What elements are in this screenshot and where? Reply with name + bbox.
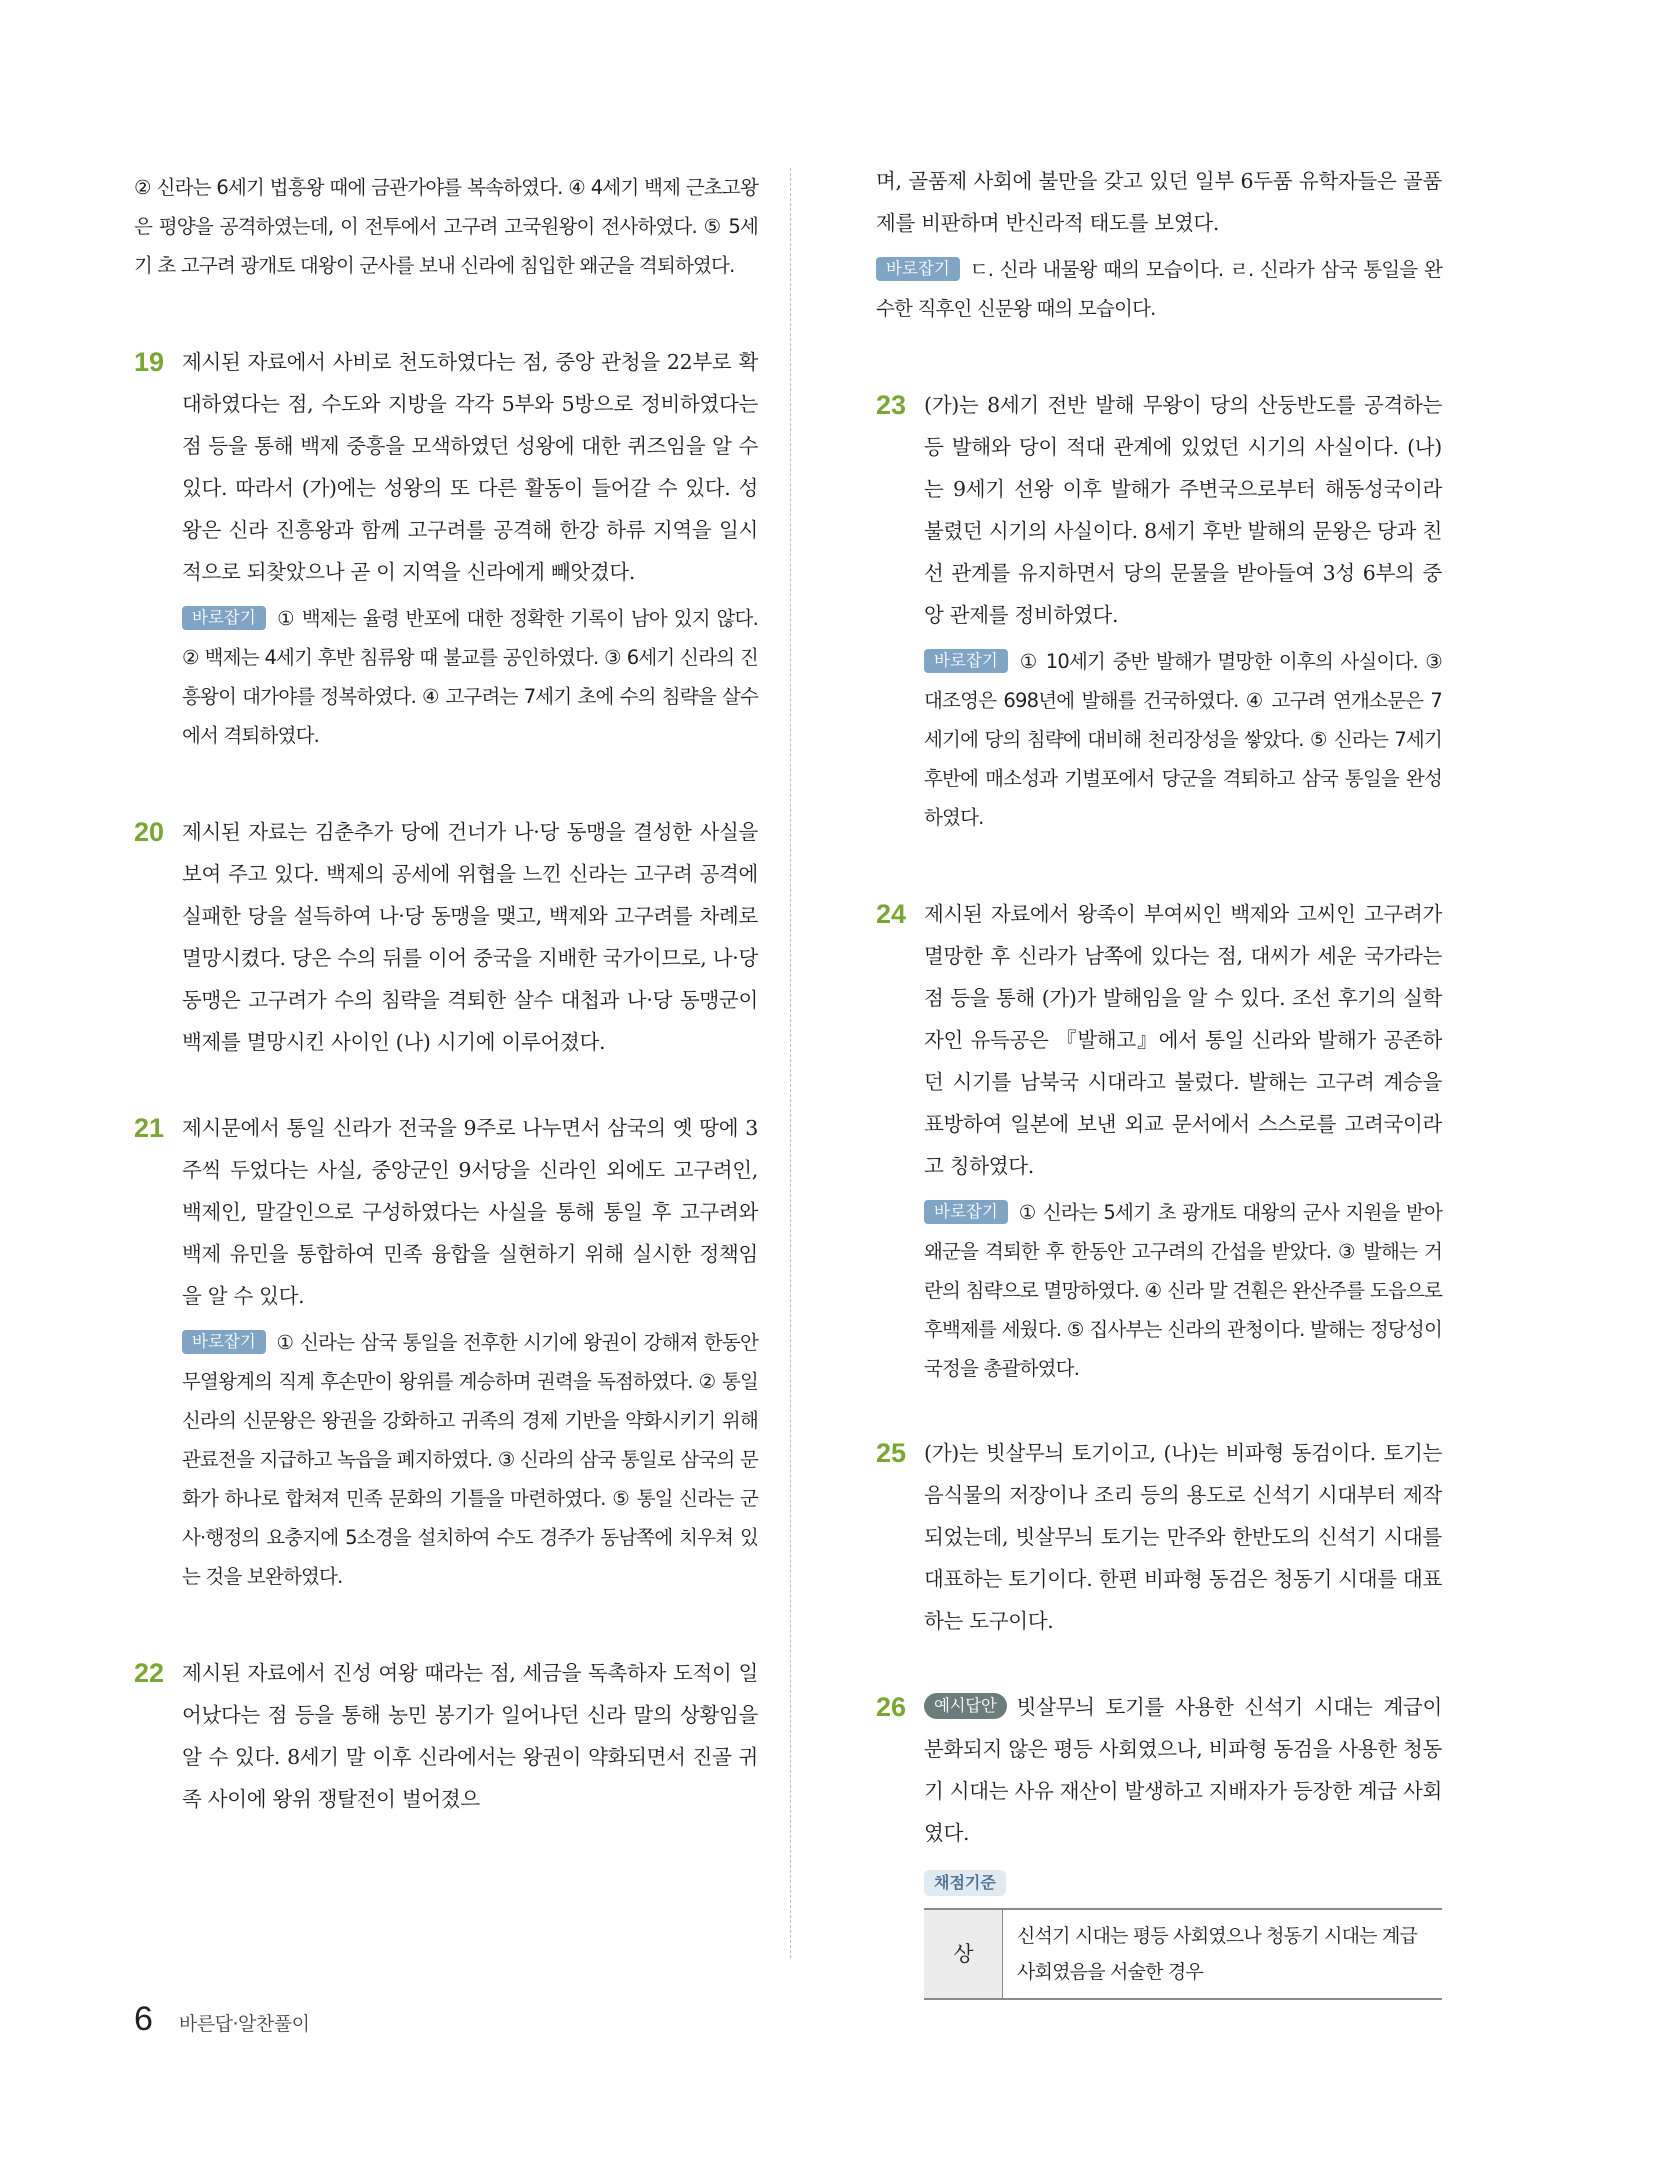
question-text: 제시된 자료는 김춘추가 당에 건너가 나·당 동맹을 결성한 사실을 보여 주고 있다. 백제의 공세에 위협을 느낀 신라는 고구려 공격에 실패한 당을 설득하여 나·당 동맹을 맺고, 백제와 고구려를 차례로 멸망시켰다. 당은 수의 뒤를 이어 중국을 지배한 국가이므로, 나·당 동맹은 고구려가 수의 침략을 격퇴한 살수 대첩과 나·당 동맹군이 백제를 멸망시킨 사이인 (나) 시기에 이루어졌다. bbox=[182, 820, 758, 1054]
correction-explanation bbox=[876, 250, 1442, 328]
question-number: 19 bbox=[134, 347, 165, 377]
question-number: 25 bbox=[876, 1438, 907, 1468]
question-26 bbox=[876, 1686, 1442, 2000]
right-column bbox=[876, 160, 1442, 2000]
correction-badge: 바로잡기 bbox=[924, 1200, 1008, 1224]
question-text: 제시문에서 통일 신라가 전국을 9주로 나누면서 삼국의 옛 땅에 3주씩 두었다는 사실, 중앙군인 9서당을 신라인 외에도 고구려인, 백제인, 말갈인으로 구성하였다는 사실을 통해 통일 후 고구려와 백제 유민을 통합하여 민족 융합을 실현하기 위해 실시한 정책임을 알 수 있다. bbox=[182, 1116, 758, 1308]
correction-badge: 바로잡기 bbox=[876, 257, 960, 281]
question-text: 며, 골품제 사회에 불만을 갖고 있던 일부 6두품 유학자들은 골품제를 비판하며 반신라적 태도를 보였다. bbox=[876, 169, 1442, 235]
question-number: 26 bbox=[876, 1692, 907, 1722]
page-footer bbox=[134, 2000, 309, 2039]
question-21 bbox=[134, 1107, 758, 1596]
model-answer-text: 빗살무늬 토기를 사용한 신석기 시대는 계급이 분화되지 않은 평등 사회였으나, 비파형 동검을 사용한 청동기 시대는 사유 재산이 발생하고 지배자가 등장한 계급 사회였다. bbox=[924, 1695, 1442, 1845]
question-text: 제시된 자료에서 진성 여왕 때라는 점, 세금을 독촉하자 도적이 일어났다는 점 등을 통해 농민 봉기가 일어나던 신라 말의 상황임을 알 수 있다. 8세기 말 이후 신라에서는 왕권이 약화되면서 진골 귀족 사이에 왕위 쟁탈전이 벌어졌으 bbox=[182, 1661, 758, 1811]
correction-badge: 바로잡기 bbox=[182, 1330, 266, 1354]
question-number: 21 bbox=[134, 1113, 165, 1143]
correction-explanation bbox=[924, 642, 1442, 837]
model-answer bbox=[924, 1686, 1442, 1854]
question-text: 제시된 자료에서 사비로 천도하였다는 점, 중앙 관청을 22부로 확대하였다는 점, 수도와 지방을 각각 5부와 5방으로 정비하였다는 점 등을 통해 백제 중흥을 모색하였던 성왕에 대한 퀴즈임을 알 수 있다. 따라서 (가)에는 성왕의 또 다른 활동이 들어갈 수 있다. 성왕은 신라 진흥왕과 함께 고구려를 공격해 한강 하류 지역을 일시적으로 되찾았으나 곧 이 지역을 신라에게 빼앗겼다. bbox=[182, 350, 758, 584]
page-number: 6 bbox=[134, 2000, 153, 2038]
correction-explanation bbox=[182, 1323, 758, 1596]
correction-badge: 바로잡기 bbox=[924, 649, 1008, 673]
criteria-badge: 채점기준 bbox=[924, 1870, 1006, 1896]
explanation-text: ① 10세기 중반 발해가 멸망한 이후의 사실이다. ③ 대조영은 698년에 발해를 건국하였다. ④ 고구려 연개소문은 7세기에 당의 침략에 대비해 천리장성을 쌓았다. ⑤ 신라는 7세기 후반에 매소성과 기벌포에서 당군을 격퇴하고 삼국 통일을 완성하였다. bbox=[924, 650, 1442, 829]
criteria-grade: 상 bbox=[924, 1909, 1003, 1999]
question-22-continued bbox=[876, 160, 1442, 328]
question-20 bbox=[134, 811, 758, 1063]
question-number: 20 bbox=[134, 817, 165, 847]
explanation-text: ① 신라는 5세기 초 광개토 대왕의 군사 지원을 받아 왜군을 격퇴한 후 한동안 고구려의 간섭을 받았다. ③ 발해는 거란의 침략으로 멸망하였다. ④ 신라 말 견훤은 완산주를 도읍으로 후백제를 세웠다. ⑤ 집사부는 신라의 관청이다. 발해는 정당성이 국정을 총괄하였다. bbox=[924, 1201, 1442, 1380]
scoring-criteria-table bbox=[924, 1908, 1442, 2000]
table-row bbox=[924, 1909, 1442, 1999]
column-divider bbox=[790, 168, 791, 1958]
question-23 bbox=[876, 384, 1442, 837]
question-number: 24 bbox=[876, 899, 907, 929]
model-answer-badge: 예시답안 bbox=[924, 1693, 1007, 1719]
correction-badge: 바로잡기 bbox=[182, 606, 266, 630]
question-number: 22 bbox=[134, 1658, 165, 1688]
explanation-text: ㄷ. 신라 내물왕 때의 모습이다. ㄹ. 신라가 삼국 통일을 완수한 직후인 신문왕 때의 모습이다. bbox=[876, 258, 1442, 320]
question-24 bbox=[876, 893, 1442, 1388]
left-column bbox=[134, 160, 758, 1820]
correction-explanation bbox=[182, 599, 758, 755]
question-text: 제시된 자료에서 왕족이 부여씨인 백제와 고씨인 고구려가 멸망한 후 신라가 남쪽에 있다는 점, 대씨가 세운 국가라는 점 등을 통해 (가)가 발해임을 알 수 있다. 조선 후기의 실학자인 유득공은 『발해고』에서 통일 신라와 발해가 공존하던 시기를 남북국 시대라고 불렀다. 발해는 고구려 계승을 표방하여 일본에 보낸 외교 문서에서 스스로를 고려국이라고 칭하였다. bbox=[924, 902, 1442, 1178]
explanation-text: ① 신라는 삼국 통일을 전후한 시기에 왕권이 강해져 한동안 무열왕계의 직계 후손만이 왕위를 계승하며 권력을 독점하였다. ② 통일 신라의 신문왕은 왕권을 강화하고 귀족의 경제 기반을 약화시키기 위해 관료전을 지급하고 녹읍을 폐지하였다. ③ 신라의 삼국 통일로 삼국의 문화가 하나로 합쳐져 민족 문화의 기틀을 마련하였다. ⑤ 통일 신라는 군사·행정의 요충지에 5소경을 설치하여 수도 경주가 동남쪽에 치우쳐 있는 것을 보완하였다. bbox=[182, 1331, 758, 1588]
criteria-description: 신석기 시대는 평등 사회였으나 청동기 시대는 계급 사회였음을 서술한 경우 bbox=[1017, 1925, 1418, 1983]
question-text: (가)는 빗살무늬 토기이고, (나)는 비파형 동검이다. 토기는 음식물의 저장이나 조리 등의 용도로 신석기 시대부터 제작되었는데, 빗살무늬 토기는 만주와 한반도의 신석기 시대를 대표하는 토기이다. 한편 비파형 동검은 청동기 시대를 대표하는 도구이다. bbox=[924, 1441, 1442, 1633]
question-text: (가)는 8세기 전반 발해 무왕이 당의 산둥반도를 공격하는 등 발해와 당이 적대 관계에 있었던 시기의 사실이다. (나)는 9세기 선왕 이후 발해가 주변국으로부터 해동성국이라 불렸던 시기의 사실이다. 8세기 후반 발해의 문왕은 당과 친선 관계를 유지하면서 당의 문물을 받아들여 3성 6부의 중앙 관제를 정비하였다. bbox=[924, 393, 1442, 627]
question-19 bbox=[134, 341, 758, 755]
explanation-text: ① 백제는 율령 반포에 대한 정확한 기록이 남아 있지 않다. ② 백제는 4세기 후반 침류왕 때 불교를 공인하였다. ③ 6세기 신라의 진흥왕이 대가야를 정복하였다. ④ 고구려는 7세기 초에 수의 침략을 살수에서 격퇴하였다. bbox=[182, 607, 758, 747]
question-number: 23 bbox=[876, 390, 907, 420]
book-title: 바른답·알찬풀이 bbox=[178, 2013, 310, 2035]
correction-explanation bbox=[924, 1193, 1442, 1388]
top-fragment: ② 신라는 6세기 법흥왕 때에 금관가야를 복속하였다. ④ 4세기 백제 근초고왕은 평양을 공격하였는데, 이 전투에서 고구려 고국원왕이 전사하였다. ⑤ 5세기 초 고구려 광개토 대왕이 군사를 보내 신라에 침입한 왜군을 격퇴하였다. bbox=[134, 176, 758, 277]
question-25 bbox=[876, 1432, 1442, 1642]
question-22 bbox=[134, 1652, 758, 1820]
